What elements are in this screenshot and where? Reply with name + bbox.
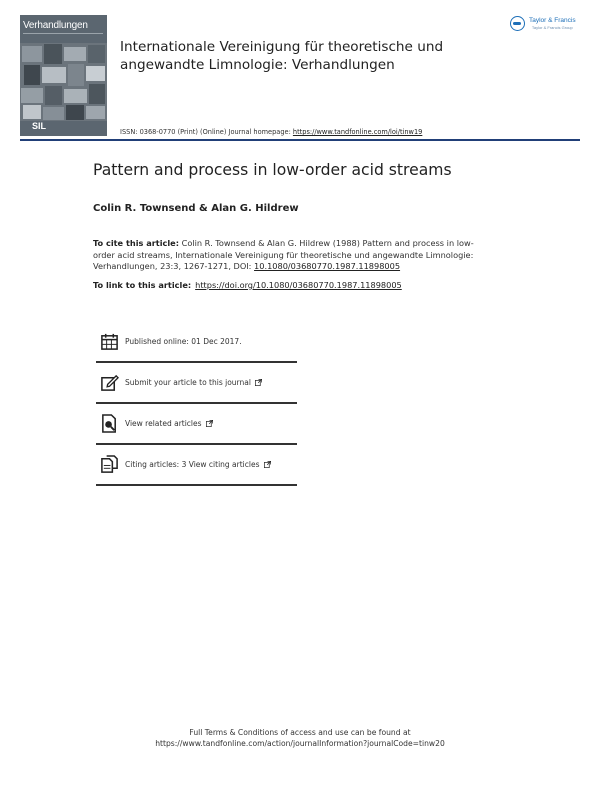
terms-footer xyxy=(0,727,600,749)
calendar-icon xyxy=(100,332,119,351)
external-link-icon xyxy=(264,461,271,468)
published-online-row xyxy=(96,321,297,363)
citation-label: To cite this article: xyxy=(93,238,179,248)
cover-subtitle-band xyxy=(23,33,103,40)
article-link-line xyxy=(93,280,402,290)
article-doi-url-link[interactable]: https://doi.org/10.1080/03680770.1987.11898005 xyxy=(195,280,402,290)
footer-line1: Full Terms & Conditions of access and use can be found at xyxy=(189,728,411,737)
issn-line xyxy=(120,128,422,136)
article-authors: Colin R. Townsend & Alan G. Hildrew xyxy=(93,203,299,214)
edit-icon xyxy=(100,373,119,392)
journal-title-line1: Internationale Vereinigung für theoretische und xyxy=(120,39,444,55)
cover-sil-logo: SIL xyxy=(32,121,47,131)
citation-text-line3: Verhandlungen, 23:3, 1267-1271, DOI: xyxy=(93,261,255,271)
header-divider xyxy=(20,139,580,141)
journal-title xyxy=(120,38,470,74)
citation-block xyxy=(93,238,493,273)
journal-cover-image xyxy=(20,15,107,136)
external-link-icon xyxy=(206,420,213,427)
journal-title-line2: angewandte Limnologie: Verhandlungen xyxy=(120,57,395,73)
article-title: Pattern and process in low-order acid streams xyxy=(93,161,452,179)
citation-text-line1: Colin R. Townsend & Alan G. Hildrew (1988) Pattern and process in low- xyxy=(179,238,474,248)
issn-text: ISSN: 0368-0770 (Print) (Online) Journal homepage: xyxy=(120,128,293,136)
cover-title: Verhandlungen xyxy=(23,20,88,31)
publisher-logo[interactable] xyxy=(510,16,576,31)
publisher-logo-icon xyxy=(510,16,525,31)
footer-terms-link[interactable]: https://www.tandfonline.com/action/journalInformation?journalCode=tinw20 xyxy=(155,739,445,748)
related-articles-row[interactable] xyxy=(96,403,297,445)
submit-article-label: Submit your article to this journal xyxy=(125,377,251,387)
journal-homepage-link[interactable]: https://www.tandfonline.com/loi/tinw19 xyxy=(292,128,423,136)
submit-article-row[interactable] xyxy=(96,362,297,404)
external-link-icon xyxy=(255,379,262,386)
cover-photo-mosaic xyxy=(20,43,107,121)
published-online-label: Published online: 01 Dec 2017. xyxy=(125,336,242,346)
article-link-label: To link to this article: xyxy=(93,280,192,290)
publisher-logo-subtext: Taylor & Francis Group xyxy=(531,24,573,30)
citing-articles-row[interactable] xyxy=(96,444,297,486)
citing-articles-label: Citing articles: 3 View citing articles xyxy=(125,459,260,469)
citation-text-line2: order acid streams, Internationale Vereinigung für theoretische und angewandte Limnologie: xyxy=(93,249,474,260)
publisher-logo-text: Taylor & Francis xyxy=(529,16,576,24)
related-articles-icon xyxy=(100,414,119,433)
citing-articles-icon xyxy=(100,455,119,474)
citation-doi-link[interactable]: 10.1080/03680770.1987.11898005 xyxy=(254,261,401,271)
related-articles-label: View related articles xyxy=(125,418,202,428)
